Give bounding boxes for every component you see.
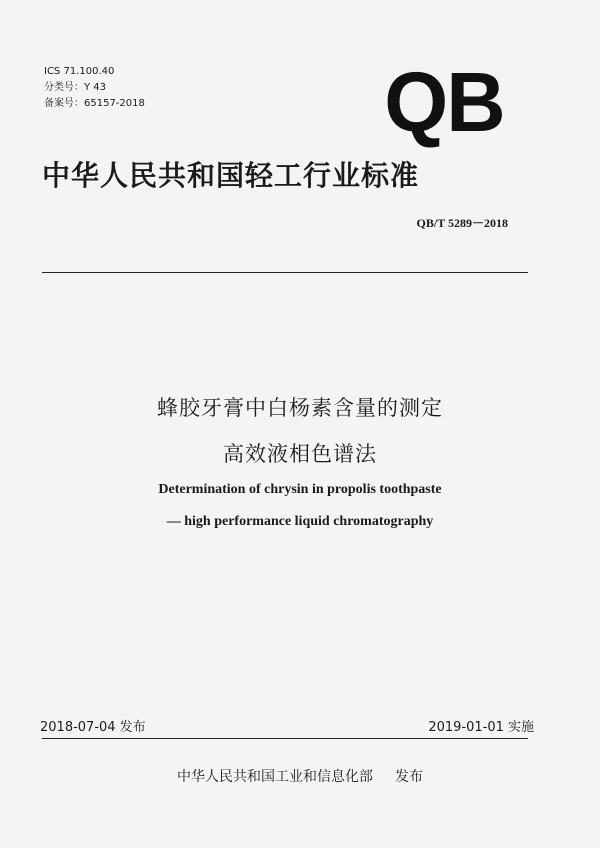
publisher-action: 发布 [395,769,423,785]
standard-number: QB/T 5289－2018 [416,216,508,230]
issue-date: 2018-07-04 发布 [40,720,146,735]
top-divider [42,272,528,273]
category-code: 分类号：Y 43 [44,82,107,93]
metadata-block [44,64,145,112]
implementation-date: 2019-01-01 实施 [428,720,534,735]
bottom-divider [42,738,528,739]
english-title-line2: — high performance liquid chromatography [166,514,434,529]
qb-logo: QB [384,55,504,149]
english-title-line1: Determination of chrysin in propolis toothpaste [158,482,442,497]
publisher-name: 中华人民共和国工业和信息化部 [177,769,373,785]
standard-category-title: 中华人民共和国轻工行业标准 [42,159,420,192]
chinese-title-line2: 高效液相色谱法 [223,442,377,466]
publisher-line [0,766,600,786]
ics-code: ICS 71.100.40 [44,66,115,77]
record-number: 备案号：65157-2018 [44,98,145,109]
chinese-title-line1: 蜂胶牙膏中白杨素含量的测定 [157,396,443,420]
